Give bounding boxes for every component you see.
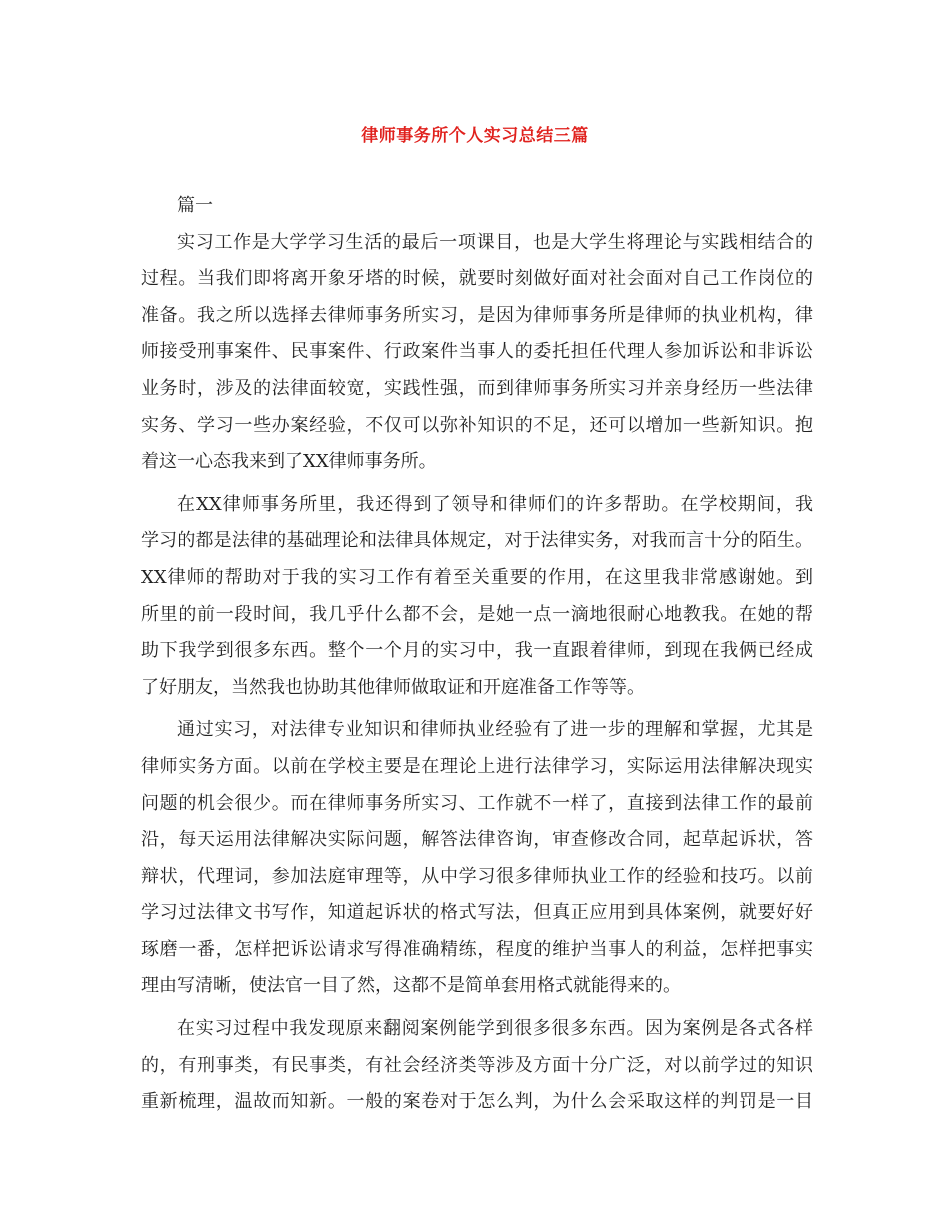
paragraph-line: 了好朋友，当然我也协助其他律师做取证和开庭准备工作等等。 <box>141 676 645 698</box>
paragraph-line: 着这一心态我来到了XX律师事务所。 <box>141 451 437 473</box>
section-label: 篇一 <box>177 195 213 216</box>
paragraph-line: 沿，每天运用法律解决实际问题，解答法律咨询，审查修改合同，起草起诉状，答 <box>141 829 813 851</box>
paragraph-line: 问题的机会很少。而在律师事务所实习、工作就不一样了，直接到法律工作的最前 <box>141 792 813 814</box>
paragraph-2 <box>141 487 813 707</box>
paragraph-line: 学习过法律文书写作，知道起诉状的格式写法，但真正应用到具体案例，就要好好 <box>141 902 813 924</box>
paragraph-line: 理由写清晰，使法官一目了然，这都不是简单套用格式就能得来的。 <box>141 975 681 997</box>
paragraph-line: 学习的都是法律的基础理论和法律具体规定，对于法律实务，对我而言十分的陌生。 <box>141 530 813 552</box>
document-body <box>141 188 813 1127</box>
paragraph-line: 所里的前一段时间，我几乎什么都不会，是她一点一滴地很耐心地教我。在她的帮 <box>141 603 813 625</box>
paragraph-line: 通过实习，对法律专业知识和律师执业经验有了进一步的理解和掌握，尤其是 <box>177 719 813 741</box>
paragraph-3 <box>141 712 813 1005</box>
paragraph-4 <box>141 1011 813 1121</box>
paragraph-line: 实务、学习一些办案经验，不仅可以弥补知识的不足，还可以增加一些新知识。抱 <box>141 414 813 436</box>
paragraph-line: 师接受刑事案件、民事案件、行政案件当事人的委托担任代理人参加诉讼和非诉讼 <box>141 341 813 363</box>
paragraph-line: 助下我学到很多东西。整个一个月的实习中，我一直跟着律师，到现在我俩已经成 <box>141 640 813 662</box>
paragraph-line: 在XX律师事务所里，我还得到了领导和律师们的许多帮助。在学校期间，我 <box>177 493 813 515</box>
paragraph-line: 业务时，涉及的法律面较宽，实践性强，而到律师事务所实习并亲身经历一些法律 <box>141 377 813 399</box>
document-title: 律师事务所个人实习总结三篇 <box>361 126 589 146</box>
paragraph-line: 的，有刑事类，有民事类，有社会经济类等涉及方面十分广泛，对以前学过的知识 <box>141 1054 813 1076</box>
paragraph-1 <box>141 225 813 481</box>
paragraph-line: 实习工作是大学学习生活的最后一项课目，也是大学生将理论与实践相结合的 <box>177 231 813 253</box>
paragraph-line: 重新梳理，温故而知新。一般的案卷对于怎么判，为什么会采取这样的判罚是一目 <box>141 1091 813 1113</box>
paragraph-line: 过程。当我们即将离开象牙塔的时候，就要时刻做好面对社会面对自己工作岗位的 <box>141 268 813 290</box>
paragraph-line: 辩状，代理词，参加法庭审理等，从中学习很多律师执业工作的经验和技巧。以前 <box>141 865 813 887</box>
paragraph-line: 在实习过程中我发现原来翻阅案例能学到很多很多东西。因为案例是各式各样 <box>177 1018 813 1040</box>
paragraph-line: XX律师的帮助对于我的实习工作有着至关重要的作用，在这里我非常感谢她。到 <box>141 566 813 588</box>
paragraph-line: 准备。我之所以选择去律师事务所实习，是因为律师事务所是律师的执业机构，律 <box>141 304 813 326</box>
paragraph-line: 琢磨一番，怎样把诉讼请求写得准确精练，程度的维护当事人的利益，怎样把事实 <box>141 938 813 960</box>
paragraph-line: 律师实务方面。以前在学校主要是在理论上进行法律学习，实际运用法律解决现实 <box>141 755 813 777</box>
